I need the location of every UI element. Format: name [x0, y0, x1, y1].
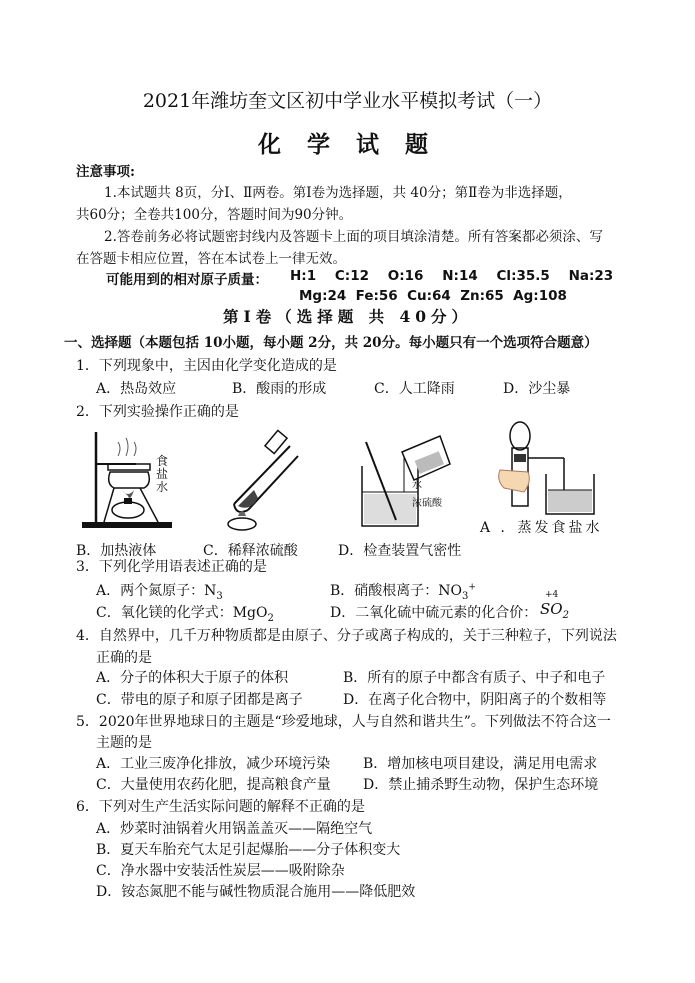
atomic-mass-row-2: Mg:24 Fe:56 Cu:64 Zn:65 Ag:108: [299, 288, 567, 304]
q3-b-text: B．硝酸根离子：NO: [330, 583, 463, 599]
q5-option-d: D．禁止捕杀野生动物，保护生态环境: [363, 777, 599, 793]
q6-option-b: B．夏天车胎充气太足引起爆胎——分子体积变大: [96, 842, 401, 858]
q5-option-b: B．增加核电项目建设，满足用电需求: [363, 756, 598, 772]
q5-option-c: C．大量使用农药化肥，提高粮食产量: [96, 777, 331, 793]
q3-c-sub: 2: [267, 612, 274, 624]
exam-subtitle: 化 学 试 题: [257, 131, 438, 158]
q2-fig4-caption: A ．蒸发食盐水: [480, 520, 603, 536]
q3-a-text: A．两个氮原子：N: [96, 583, 217, 599]
q5-option-a: A．工业三废净化排放，减少环境污染: [96, 756, 331, 772]
q1-option-c: C．人工降雨: [374, 381, 455, 397]
q3-option-d: [330, 602, 537, 622]
q1-option-d: D．沙尘暴: [503, 381, 571, 397]
q2-fig3-acid: 浓硫酸: [412, 498, 442, 509]
q3-option-b: [330, 580, 476, 602]
section1-note: （本题包括 10小题，每小题 2分，共 20分。每小题只有一个选项符合题意）: [131, 335, 598, 351]
exam-title: 2021年潍坊奎文区初中学业水平模拟考试（一）: [142, 90, 553, 112]
q4-option-b: B．所有的原子中都含有质子、中子和电子: [343, 670, 606, 686]
q2-stem: 2．下列实验操作正确的是: [76, 404, 239, 420]
q3-d-formula-sub: 2: [562, 610, 569, 621]
q6-option-d: D．铵态氮肥不能与碱性物质混合施用——降低肥效: [96, 884, 416, 900]
notice-line-4: 在答题卡相应位置，答在本试卷上一律无效。: [76, 251, 346, 267]
q3-stem: 3．下列化学用语表述正确的是: [76, 559, 267, 575]
notice-line-2: 共60分；全卷共100分，答题时间为90分钟。: [76, 207, 353, 223]
notice-heading: 注意事项:: [76, 164, 135, 180]
part1-title: 第Ⅰ卷（选择题 共 40分）: [222, 307, 473, 326]
section1-label: 一、选择题: [64, 335, 132, 351]
q4-stem-line-2: 正确的是: [96, 650, 152, 666]
notice-line-3: 2.答卷前务必将试题密封线内及答题卡上面的项目填涂清楚。所有答案都必须涂、写: [104, 229, 603, 245]
q6-option-c: C．净水器中安装活性炭层——吸附除杂: [96, 863, 345, 879]
q3-d-formula-text: SO: [540, 600, 563, 618]
q1-option-a: A．热岛效应: [96, 381, 177, 397]
q2-figure-heating-liquid: [78, 426, 188, 532]
q2-option-c: C．稀释浓硫酸: [203, 543, 298, 559]
atomic-mass-row-1: H:1 C:12 O:16 N:14 Cl:35.5 Na:23: [290, 268, 614, 284]
q5-stem-line-2: 主题的是: [96, 735, 152, 751]
q2-figure-test-tube: [214, 426, 314, 532]
q6-option-a: A．炒菜时油锅着火用锅盖盖灭——隔绝空气: [96, 821, 373, 837]
q2-fig1-label-1: 食: [156, 454, 169, 468]
q3-option-a: [96, 580, 223, 602]
q3-d-text: D．二氧化硫中硫元素的化合价：: [330, 605, 538, 621]
q2-option-b: B．加热液体: [76, 543, 157, 559]
q4-option-a: A．分子的体积大于原子的体积: [96, 670, 289, 686]
notice-line-1: 1.本试题共 8页，分Ⅰ、Ⅱ两卷。第Ⅰ卷为选择题，共 40分；第Ⅱ卷为非选择题，: [104, 185, 572, 201]
q3-b-sup: +: [468, 582, 476, 593]
q3-d-formula: [540, 600, 569, 621]
q3-d-valence: +4: [545, 590, 559, 600]
atomic-mass-label: 可能用到的相对原子质量：: [106, 272, 268, 288]
q3-option-c: [96, 602, 274, 624]
q2-figure-airtightness: [490, 418, 610, 518]
q2-fig3-water: 水: [412, 480, 422, 491]
q3-a-sub: 3: [216, 590, 223, 602]
section1-heading: [64, 331, 598, 351]
q3-b-sub: 3: [462, 590, 469, 602]
q4-option-c: C．带电的原子和原子团都是离子: [96, 692, 303, 708]
q6-stem: 6．下列对生产生活实际问题的解释不正确的是: [76, 799, 365, 815]
q2-fig1-label: [156, 455, 168, 494]
q1-stem: 1．下列现象中，主因由化学变化造成的是: [76, 358, 337, 374]
q2-option-d: D．检查装置气密性: [338, 543, 462, 559]
q4-option-d: D．在离子化合物中，阴阳离子的个数相等: [343, 692, 607, 708]
q5-stem-line-1: 5．2020年世界地球日的主题是“珍爱地球，人与自然和谐共生”。下列做法不符合这一: [76, 714, 611, 730]
q2-fig1-label-3: 水: [156, 480, 169, 494]
q3-c-text: C．氧化镁的化学式：MgO: [96, 605, 268, 621]
q4-stem-line-1: 4．自然界中，几千万种物质都是由原子、分子或离子构成的，关于三种粒子，下列说法: [76, 628, 617, 644]
q2-fig1-label-2: 盐: [156, 467, 169, 481]
q1-option-b: B．酸雨的形成: [232, 381, 327, 397]
